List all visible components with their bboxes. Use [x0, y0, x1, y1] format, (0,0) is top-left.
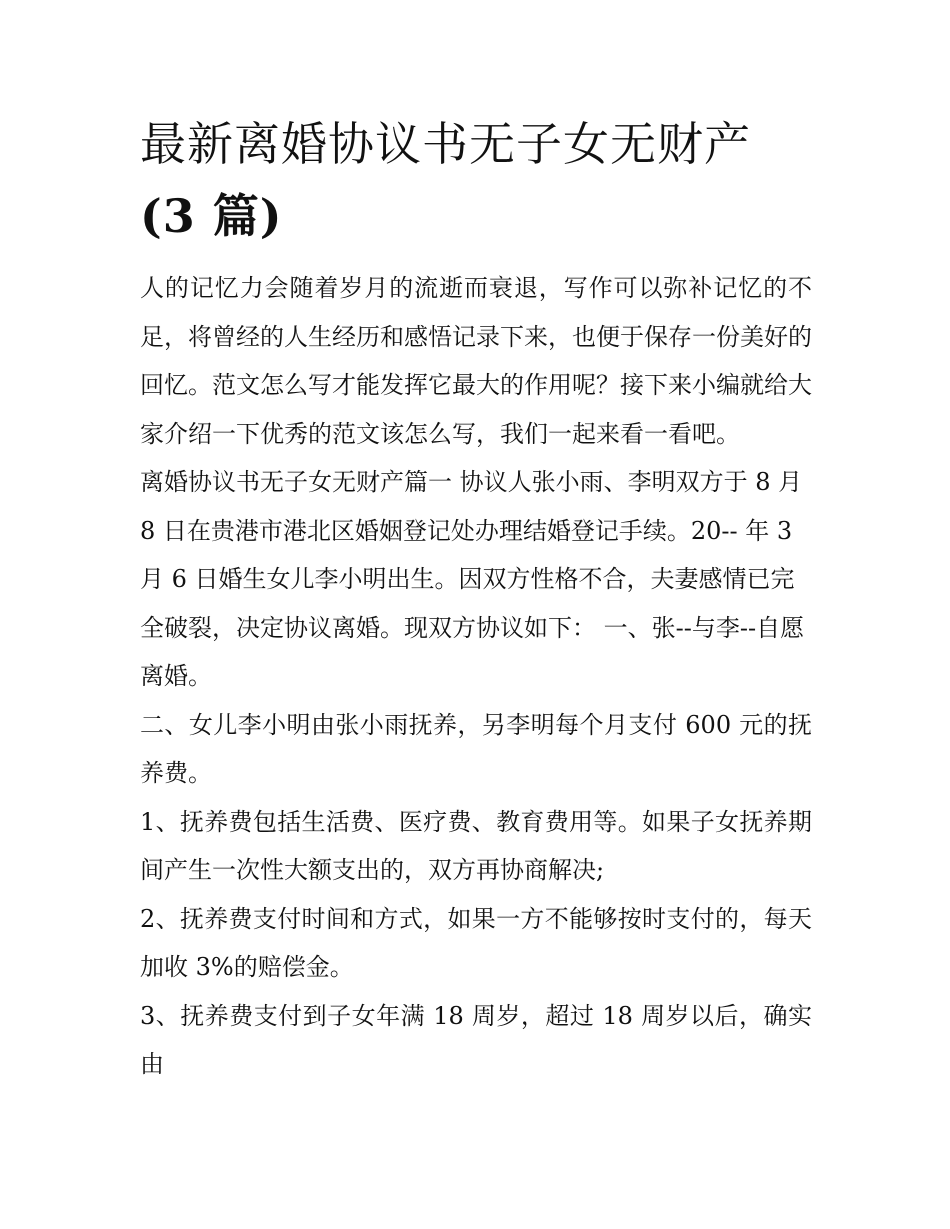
- paragraph-item-3: 3、抚养费支付到子女年满 18 周岁，超过 18 周岁以后，确实由: [140, 1001, 812, 1078]
- title-line-1: 最新离婚协议书无子女无财产: [140, 117, 751, 171]
- paragraph-intro: 人的记忆力会随着岁月的流逝而衰退，写作可以弥补记忆的不足，将曾经的人生经历和感悟记录下来，也便于保存一份美好的回忆。范文怎么写才能发挥它最大的作用呢？接下来小编就给大家介绍一下优秀的范文该怎么写，我们一起来看一看吧。: [140, 274, 812, 448]
- paragraph-part-one: 离婚协议书无子女无财产篇一 协议人张小雨、李明双方于 8 月 8 日在贵港市港北区婚姻登记处办理结婚登记手续。20-- 年 3 月 6 日婚生女儿李小明出生。因双方性格不合，夫妻感情已完全破裂，决定协议离婚。现双方协议如下： 一、张--与李--自愿离婚。: [140, 468, 805, 690]
- paragraph-clause-two: 二、女儿李小明由张小雨抚养，另李明每个月支付 600 元的抚养费。: [140, 710, 812, 787]
- document-body: [140, 108, 812, 1089]
- title-line-2: (3 篇): [140, 189, 283, 243]
- document-title: [140, 108, 812, 252]
- paragraph-item-2: 2、抚养费支付时间和方式，如果一方不能够按时支付的，每天加收 3%的赔偿金。: [140, 904, 812, 981]
- paragraph-item-1: 1、抚养费包括生活费、医疗费、教育费用等。如果子女抚养期间产生一次性大额支出的，双方再协商解决;: [140, 807, 812, 884]
